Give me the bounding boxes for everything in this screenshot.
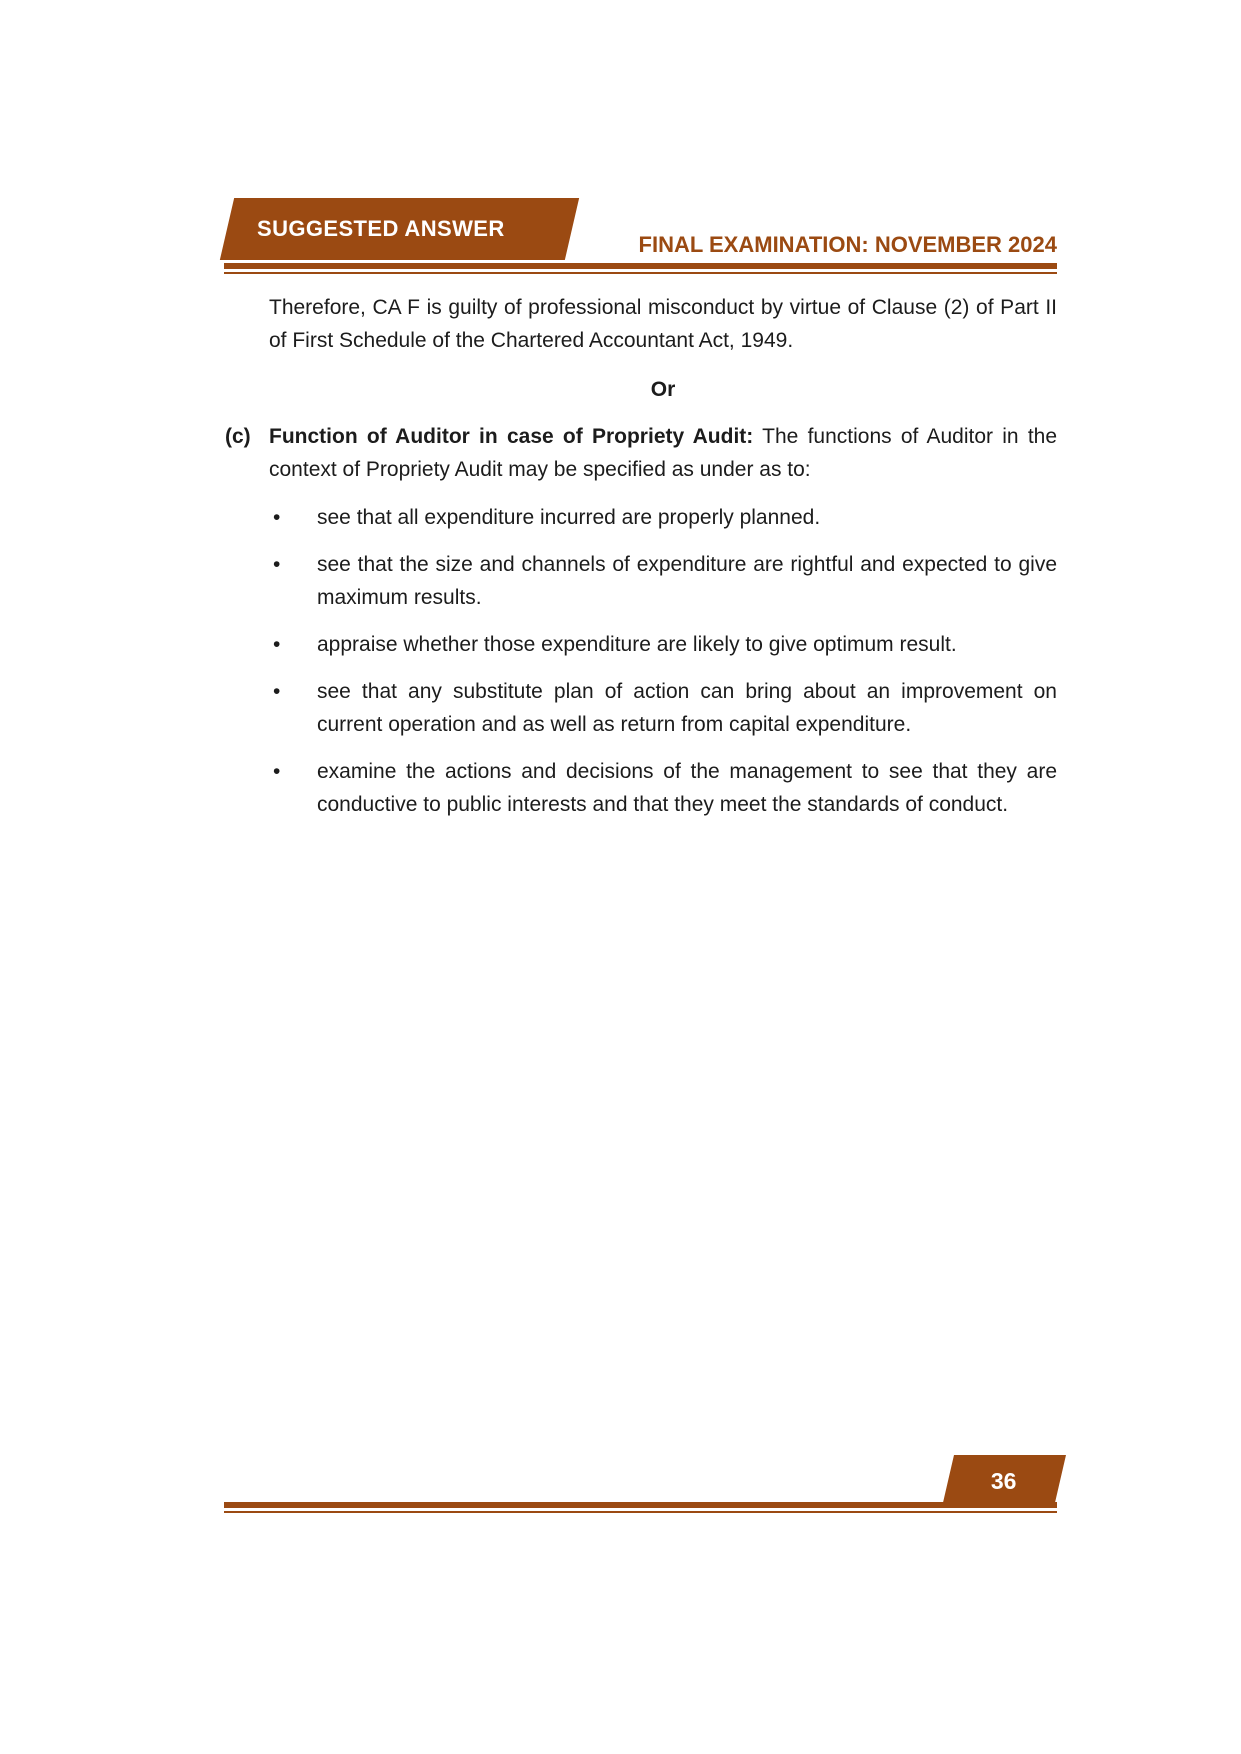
list-item-text: see that all expenditure incurred are properly planned.: [317, 506, 821, 529]
list-item: [269, 675, 1057, 741]
answer-item-c: [225, 420, 1058, 486]
bullet-list: [269, 501, 1057, 821]
bullet-icon: •: [273, 553, 281, 576]
footer-rule-thin-line: [224, 1511, 1057, 1513]
list-item-text: see that the size and channels of expenditure are rightful and expected to give maximum results.: [317, 553, 1057, 609]
bullet-icon: •: [273, 760, 281, 783]
answer-content: [225, 291, 1058, 835]
list-item: [269, 548, 1057, 614]
bullet-icon: •: [273, 633, 281, 656]
conclusion-paragraph: Therefore, CA F is guilty of professional misconduct by virtue of Clause (2) of Part II of First Schedule of the Chartered Accountant Act, 1949.: [269, 296, 1057, 352]
item-label: (c): [225, 425, 251, 448]
suggested-answer-banner: [220, 198, 579, 260]
banner-label: SUGGESTED ANSWER: [257, 216, 505, 241]
list-item-text: see that any substitute plan of action can bring about an improvement on current operation and as well as return from capital expenditure.: [317, 680, 1057, 736]
page-number: 36: [991, 1467, 1017, 1494]
list-item-text: examine the actions and decisions of the management to see that they are conductive to public interests and that they meet the standards of conduct.: [317, 760, 1057, 816]
or-divider: Or: [650, 378, 676, 401]
header-rule-thin-line: [224, 272, 1057, 274]
header-rule: [224, 263, 1057, 274]
page-number-badge: [942, 1455, 1066, 1507]
list-item: [269, 755, 1057, 821]
item-intro: The functions of Auditor in the context of Propriety Audit may be specified as under as to:: [269, 425, 1058, 481]
list-item: [269, 628, 1057, 661]
list-item-text: appraise whether those expenditure are likely to give optimum result.: [317, 633, 957, 656]
footer-rule: [224, 1502, 1057, 1513]
list-item: [269, 501, 1057, 534]
exam-title: FINAL EXAMINATION: NOVEMBER 2024: [638, 232, 1057, 257]
item-heading: Function of Auditor in case of Propriety Audit:: [269, 425, 754, 448]
bullet-icon: •: [273, 506, 281, 529]
bullet-icon: •: [273, 680, 281, 703]
